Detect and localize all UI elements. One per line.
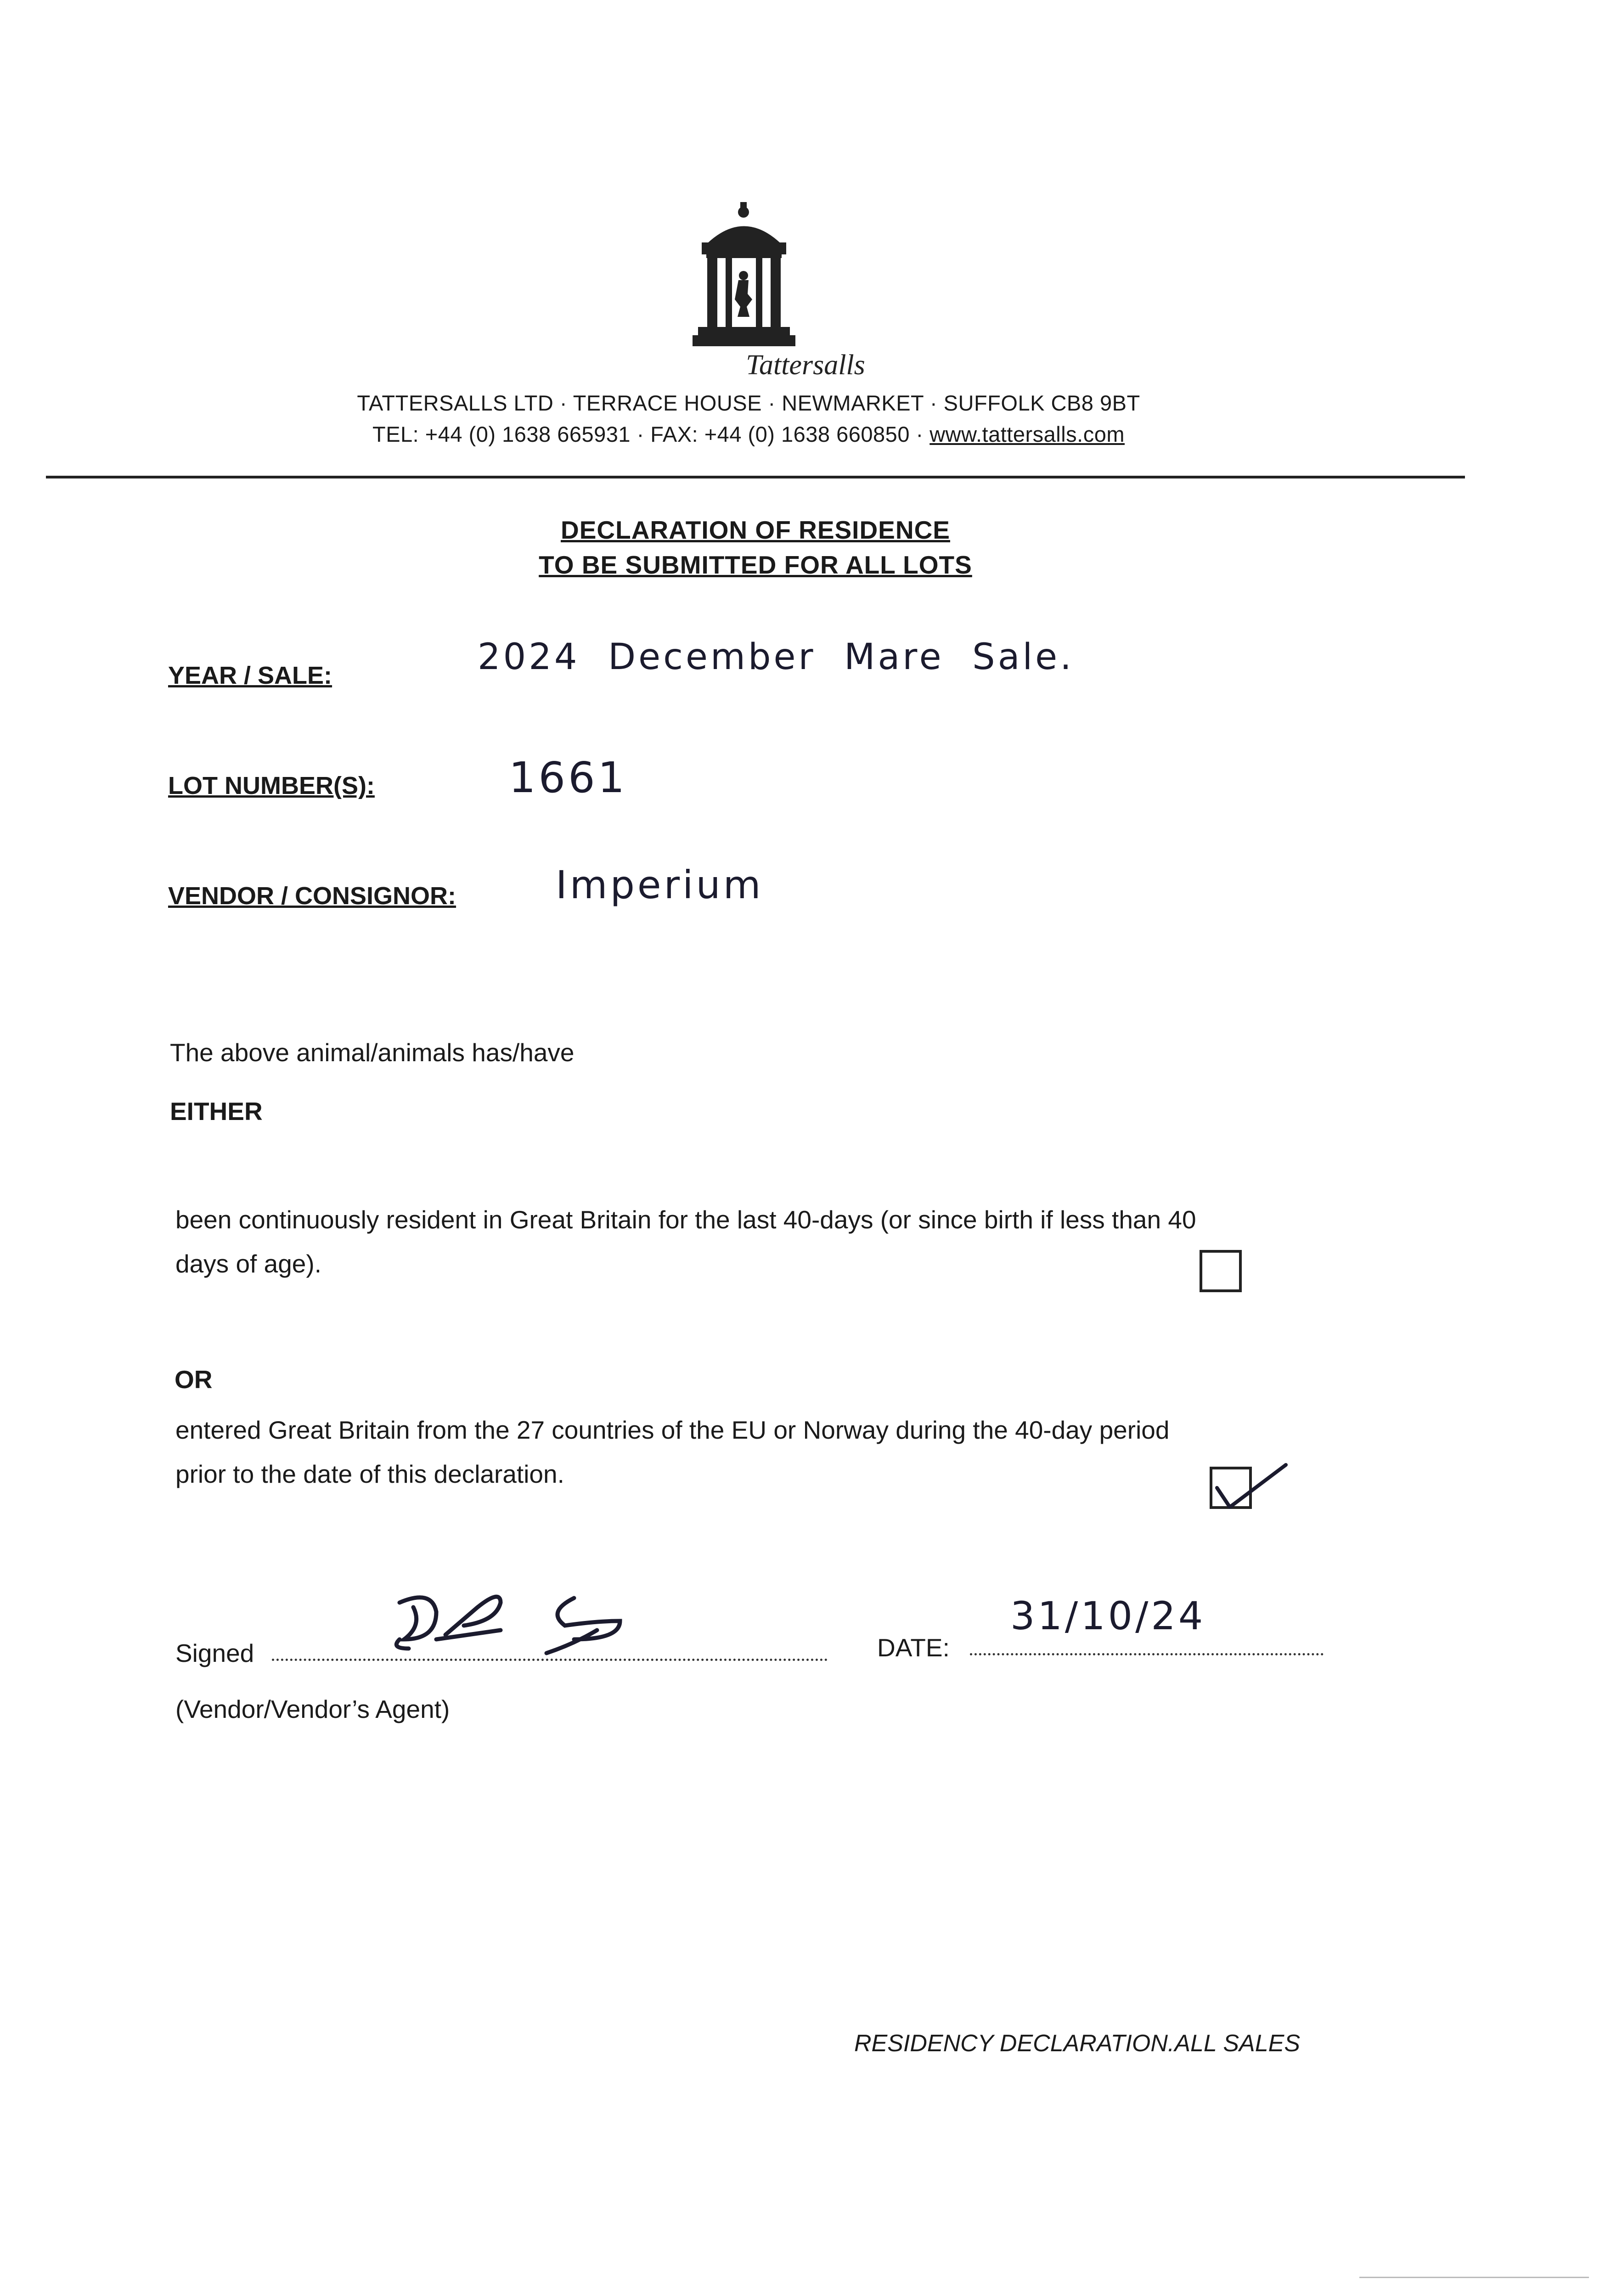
header-divider bbox=[46, 476, 1465, 478]
tattersalls-dome-logo-icon bbox=[689, 202, 799, 354]
option1-checkbox[interactable] bbox=[1200, 1250, 1242, 1292]
contact-line bbox=[0, 422, 1497, 447]
contact-numbers: TEL: +44 (0) 1638 665931 · FAX: +44 (0) 1638 660850 · bbox=[372, 422, 930, 446]
option1-text-line2: days of age). bbox=[175, 1249, 321, 1278]
checkmark-icon bbox=[1208, 1456, 1290, 1520]
date-line bbox=[970, 1653, 1324, 1655]
website-link[interactable]: www.tattersalls.com bbox=[929, 422, 1125, 446]
date-label: DATE: bbox=[877, 1633, 950, 1662]
signed-label: Signed bbox=[175, 1639, 254, 1667]
vendor-value[interactable]: Imperium bbox=[556, 862, 764, 907]
form-subtitle: TO BE SUBMITTED FOR ALL LOTS bbox=[539, 551, 972, 579]
option2-text-line1: entered Great Britain from the 27 countries of the EU or Norway during the 40-day period bbox=[175, 1416, 1170, 1444]
footer-label: RESIDENCY DECLARATION.ALL SALES bbox=[854, 2030, 1301, 2057]
or-label: OR bbox=[175, 1365, 213, 1394]
address-line: TATTERSALLS LTD · TERRACE HOUSE · NEWMARKET · SUFFOLK CB8 9BT bbox=[357, 391, 1140, 415]
option1-text-line1: been continuously resident in Great Britain for the last 40-days (or since birth if less than 40 bbox=[175, 1205, 1196, 1234]
either-label: EITHER bbox=[170, 1097, 263, 1125]
vendor-label: VENDOR / CONSIGNOR: bbox=[168, 882, 456, 910]
lot-numbers-label: LOT NUMBER(S): bbox=[168, 772, 375, 799]
form-title: DECLARATION OF RESIDENCE bbox=[560, 516, 950, 544]
date-value[interactable]: 31/10/24 bbox=[1010, 1593, 1206, 1638]
handwritten-signature bbox=[381, 1580, 675, 1662]
scan-edge-line bbox=[1359, 2277, 1589, 2278]
statement-intro: The above animal/animals has/have bbox=[170, 1038, 575, 1067]
year-sale-value[interactable]: 2024 December Mare Sale. bbox=[478, 636, 1074, 678]
vendor-agent-label: (Vendor/Vendor’s Agent) bbox=[175, 1695, 450, 1723]
lot-numbers-value[interactable]: 1661 bbox=[509, 753, 628, 802]
year-sale-label: YEAR / SALE: bbox=[168, 662, 332, 689]
option2-text-line2: prior to the date of this declaration. bbox=[175, 1460, 564, 1488]
brand-name: Tattersalls bbox=[746, 349, 865, 381]
tattersalls-logo bbox=[689, 202, 799, 354]
